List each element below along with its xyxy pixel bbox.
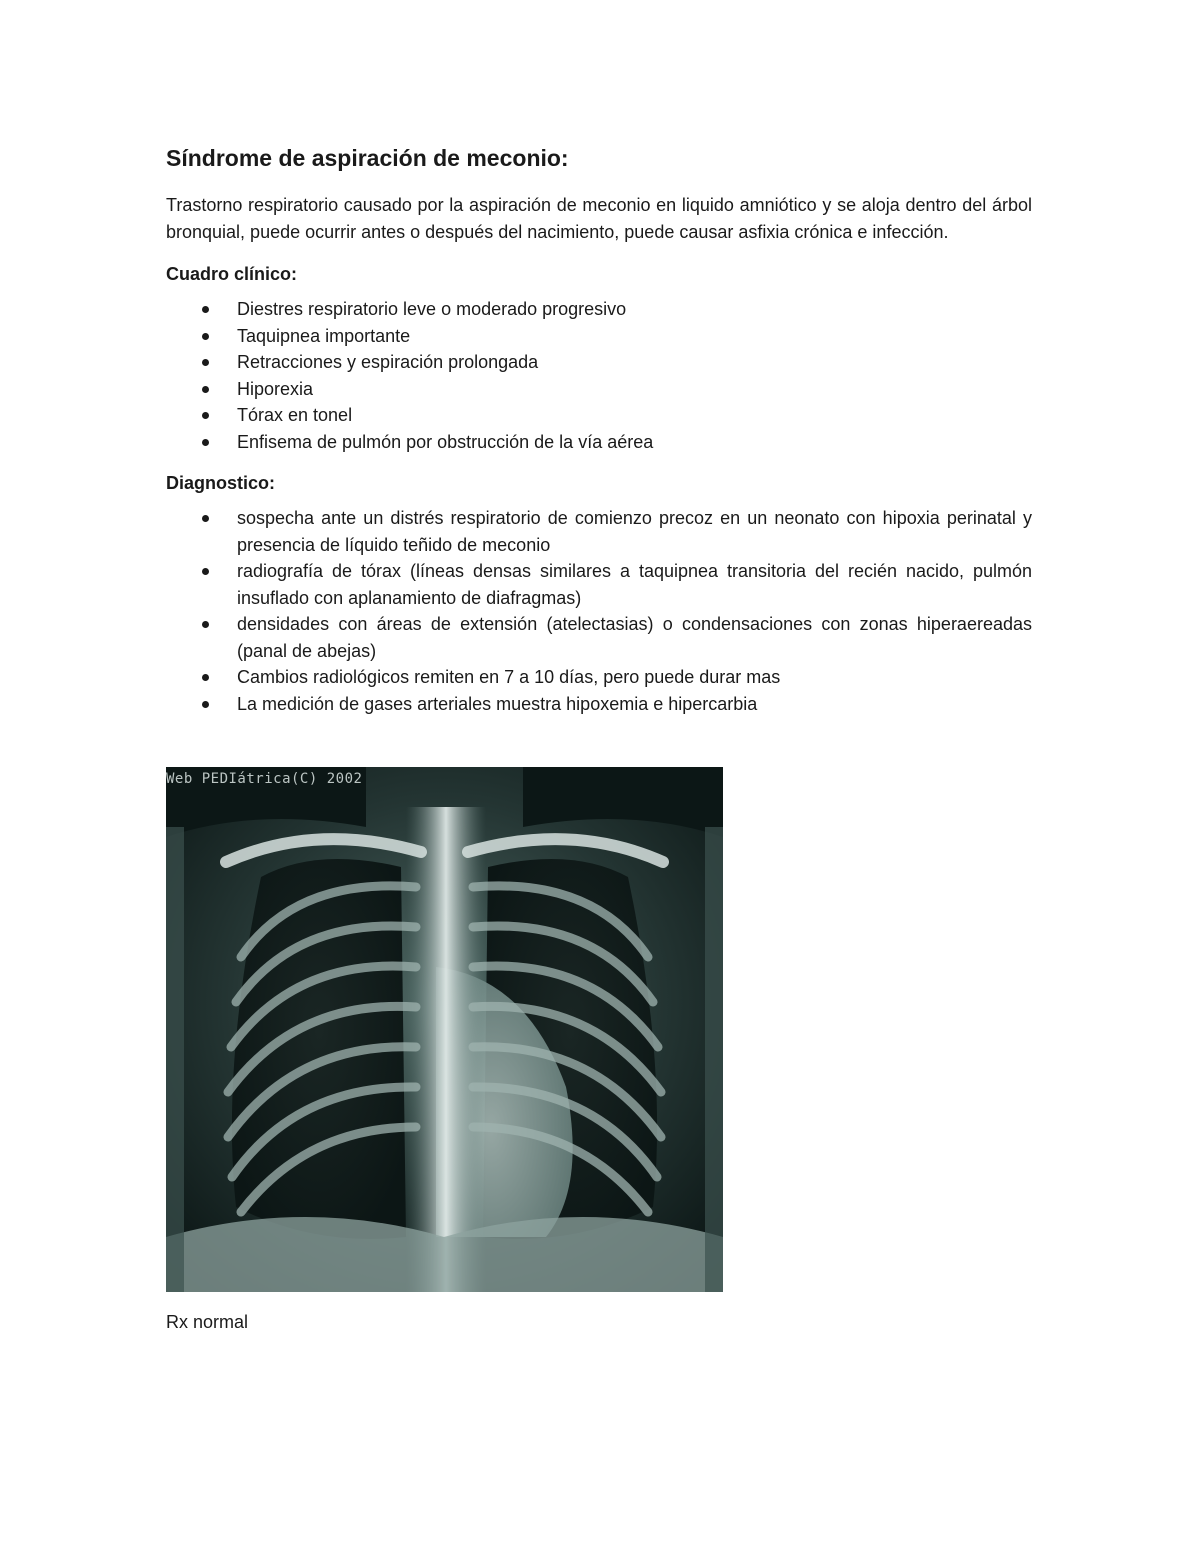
list-item: Diestres respiratorio leve o moderado progresivo — [166, 296, 1032, 323]
list-item: radiografía de tórax (líneas densas similares a taquipnea transitoria del recién nacido, pulmón insuflado con aplanamiento de diafragmas) — [166, 558, 1032, 611]
list-item: densidades con áreas de extensión (atelectasias) o condensaciones con zonas hiperaereadas (panal de abejas) — [166, 611, 1032, 664]
bullet-icon — [202, 386, 209, 393]
section-heading-cuadro-clinico: Cuadro clínico: — [166, 264, 298, 284]
cuadro-clinico-list — [166, 296, 1032, 455]
bullet-icon — [202, 439, 209, 446]
list-item: Retracciones y espiración prolongada — [166, 349, 1032, 376]
intro-paragraph: Trastorno respiratorio causado por la aspiración de meconio en liquido amniótico y se aloja dentro del árbol bronquial, puede ocurrir antes o después del nacimiento, puede causar asfixia crónica e infección. — [166, 195, 1032, 242]
list-item: Cambios radiológicos remiten en 7 a 10 días, pero puede durar mas — [166, 664, 1032, 691]
bullet-icon — [202, 568, 209, 575]
list-item: Enfisema de pulmón por obstrucción de la vía aérea — [166, 429, 1032, 456]
list-item: Tórax en tonel — [166, 402, 1032, 429]
document-title: Síndrome de aspiración de meconio: — [166, 145, 569, 171]
list-item: Hiporexia — [166, 376, 1032, 403]
document-body — [166, 140, 1032, 729]
diagnostico-list — [166, 505, 1032, 717]
bullet-icon — [202, 359, 209, 366]
bullet-icon — [202, 674, 209, 681]
list-item: sospecha ante un distrés respiratorio de comienzo precoz en un neonato con hipoxia perinatal y presencia de líquido teñido de meconio — [166, 505, 1032, 558]
chest-xray-image — [166, 767, 723, 1292]
bullet-icon — [202, 701, 209, 708]
chest-xray-illustration — [166, 767, 723, 1292]
bullet-icon — [202, 412, 209, 419]
section-heading-diagnostico: Diagnostico: — [166, 473, 276, 493]
image-watermark: Web PEDIátrica(C) 2002 — [166, 771, 363, 787]
bullet-icon — [202, 621, 209, 628]
bullet-icon — [202, 515, 209, 522]
image-caption: Rx normal — [166, 1312, 249, 1332]
bullet-icon — [202, 306, 209, 313]
bullet-icon — [202, 333, 209, 340]
list-item: Taquipnea importante — [166, 323, 1032, 350]
list-item: La medición de gases arteriales muestra hipoxemia e hipercarbia — [166, 691, 1032, 718]
